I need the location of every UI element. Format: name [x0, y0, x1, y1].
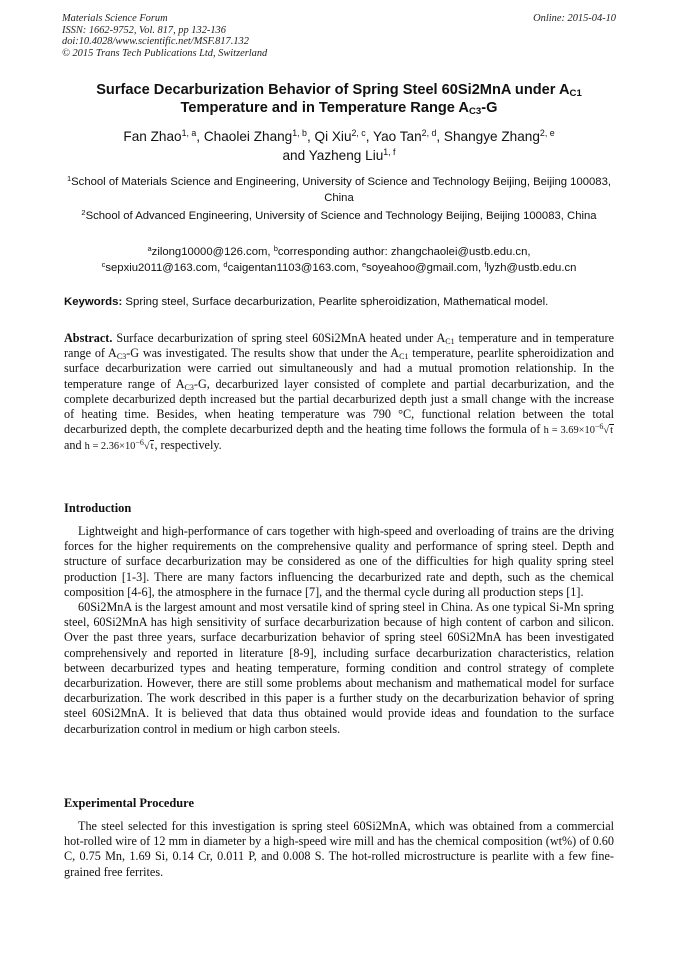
paragraph: Lightweight and high-performance of cars together with high-speed and overloading of trains are the driving forces for the higher requirements on the comprehensive quality and performance of spring steel. Depth and structure of surface decarburization may be considered as one of the difficulties for high quality spring steel production [1-3]. There are many factors influencing the decarburized rate and depth, such as the chemical composition [4-6], the atmosphere in the furnace [7], and the thermal cycle during all production steps [1].	[64, 524, 614, 599]
experimental-body	[64, 819, 614, 880]
author: Qi Xiu	[314, 129, 352, 144]
keywords-text: Spring steel, Surface decarburization, Pearlite spheroidization, Mathematical model.	[122, 296, 549, 308]
abstract: Abstract. Surface decarburization of spring steel 60Si2MnA heated under $A_{C1}$ temperature and in temperature range of $A_{C3}-G$ was investigated. The results show that under the $A_{C1}$ temperature, pearlite spheroidization and surface decarburization were carried out simultaneously and had a mutual promotion relationship. In the temperature range of $A_{C3}-G$, decarburized layer consisted of complete and partial decarburization, and the complete decarburized depth increased but the partial decarburized depth just a small change with the increase of heating time. Besides, when heating temperature was 790 °C, functional relation between the total decarburized depth, the complete decarburized depth and the heating time follows the formula of $h = 3.69\times 10^{-6}√t$ and $h = 2.36\times 10^{-6}√t$, respectively.	[64, 331, 614, 453]
author: and Yazheng Liu	[282, 147, 384, 163]
author: Yao Tan	[373, 129, 422, 144]
abstract-label: Abstract.	[64, 331, 113, 345]
formula-total-depth: $h = 3.69\times 10^{-6}√t$	[543, 422, 614, 437]
author-list: Fan Zhao$^{1, a}$, Chaolei Zhang$^{1, b}$, Qi Xiu$^{2, c}$, Yao Tan$^{2, d}$, Shangye Zhang$^{2, e}$ and Yazheng Liu$^{1, f}$	[123, 128, 555, 163]
section-heading-experimental: Experimental Procedure	[64, 796, 194, 810]
email-link[interactable]: caigentan1103@163.com,	[227, 261, 362, 274]
email-link[interactable]: sepxiu2011@163.com,	[105, 261, 224, 274]
section-heading-introduction: Introduction	[64, 501, 132, 515]
author: Chaolei Zhang	[203, 129, 293, 144]
keywords	[64, 295, 616, 310]
keywords-label: Keywords:	[64, 296, 123, 308]
author-emails: $^a$zilong10000@126.com, $^b$corresponding author: zhangchaolei@ustb.edu.cn, $^c$sepxiu2011@163.com, $^d$caigentan1103@163.com, $^e$soyeahoo@gmail.com, $^f$lyzh@ustb.edu.cn	[101, 244, 577, 274]
formula-complete-depth: $h = 2.36\times 10^{-6}√t$	[84, 438, 154, 453]
email-link[interactable]: lyzh@ustb.edu.cn	[486, 261, 577, 274]
issn: ISSN: 1662-9752, Vol. 817, pp 132-136	[62, 24, 226, 36]
paragraph: 60Si2MnA is the largest amount and most versatile kind of spring steel in China. As one typical Si-Mn spring steel, 60Si2MnA has high sensitivity of surface decarburization because of high content of carbon and silicon. Over the past three years, surface decarburization behavior of spring steel 60Si2MnA has been investigated comprehensively and reported in literature [8-9], including surface decarburization characteristics, relation between decarburized types and heating temperature, forming condition and control strategy of complete decarburization. However, there are still some problems about mechanism and mathematical model for surface decarburization. The work described in this paper is a further study on the decarburization behavior of spring steel 60Si2MnA. It is believed that data thus obtained would provide ideas and foundation to the surface decarburization control in medium or high carbon steels.	[64, 600, 614, 736]
paper-title: Surface Decarburization Behavior of Spring Steel 60Si2MnA under $A_{C1}$ Temperature and in Temperature Range $A_{C3}-G$	[96, 82, 582, 117]
journal-name: Materials Science Forum	[62, 13, 168, 24]
online-date: Online: 2015-04-10	[533, 13, 616, 24]
author: Shangye Zhang	[443, 129, 540, 144]
doi: doi:10.4028/www.scientific.net/MSF.817.132	[62, 36, 249, 47]
affiliation-1: $^1$School of Materials Science and Engineering, University of Science and Technology Beijing, Beijing 100083, China	[66, 174, 612, 204]
email-link[interactable]: soyeahoo@gmail.com,	[366, 261, 485, 274]
copyright: © 2015 Trans Tech Publications Ltd, Switzerland	[62, 47, 268, 59]
paragraph: The steel selected for this investigation is spring steel 60Si2MnA, which was obtained from a commercial hot-rolled wire of 12 mm in diameter by a high-speed wire mill and has the chemical composition (wt%) of 0.60 C, 0.75 Mn, 1.69 Si, 0.14 Cr, 0.011 P, and 0.008 S. The hot-rolled microstructure is pearlite with a few fine-grained free ferrites.	[64, 819, 614, 879]
author: Fan Zhao	[123, 129, 182, 144]
affiliation-2: $^2$School of Advanced Engineering, University of Science and Technology Beijing, Beijing 100083, China	[81, 208, 597, 222]
email-link[interactable]: zilong10000@126.com,	[151, 246, 274, 258]
introduction-body	[64, 524, 614, 737]
email-link[interactable]: corresponding author: zhangchaolei@ustb.edu.cn,	[277, 246, 531, 258]
